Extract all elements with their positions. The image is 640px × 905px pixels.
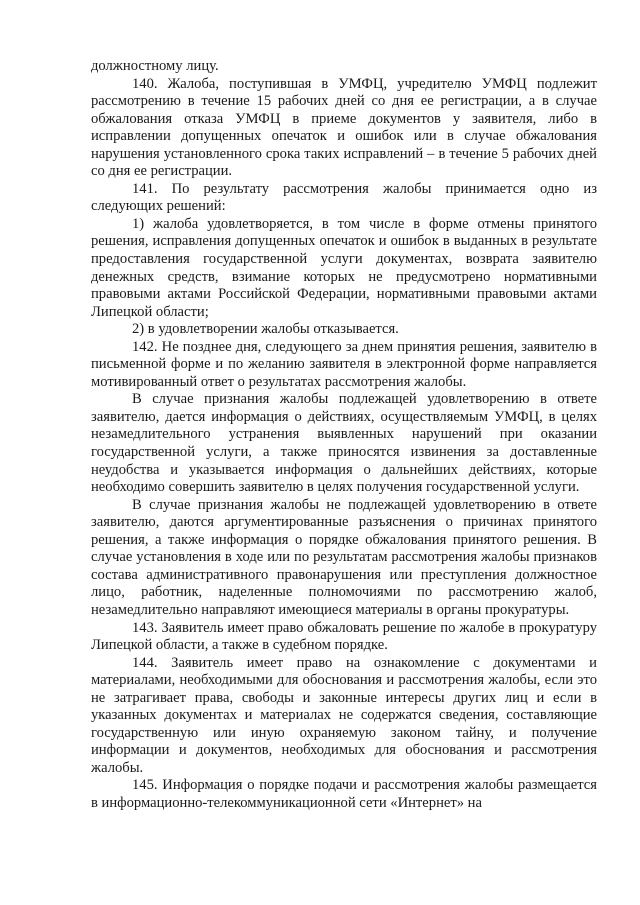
document-page <box>91 58 597 813</box>
paragraph-141-item-2: 2) в удовлетворении жалобы отказывается. <box>132 321 399 338</box>
paragraph-142-rejected: В случае признания жалобы не подлежащей удовлетворению в ответе заявителю, даются аргументированные разъяснения о причинах принятого решения, а также информация о порядке обжалования принятого решения. В случае установления в ходе или по результатам рассмотрения жалобы признаков состава административного правонарушения или преступления должностное лицо, работник, наделенные полномочиями по рассмотрению жалоб, незамедлительно направляют имеющиеся материалы в органы прокуратуры. <box>91 496 597 618</box>
paragraph-143: 143. Заявитель имеет право обжаловать решение по жалобе в прокуратуру Липецкой области, а также в судебном порядке. <box>91 619 597 654</box>
paragraph-141-item-1: 1) жалоба удовлетворяется, в том числе в форме отмены принятого решения, исправления допущенных опечаток и ошибок в выданных в результате предоставления государственной услуги документах, возврата заявителю денежных средств, взимание которых не предусмотрено нормативными правовыми актами Российской Федерации, нормативными правовыми актами Липецкой области; <box>91 215 597 320</box>
paragraph-144: 144. Заявитель имеет право на ознакомление с документами и материалами, необходимыми для обоснования и рассмотрения жалобы, если это не затрагивает права, свободы и законные интересы других лиц и если в указанных документах и материалах не содержатся сведения, составляющие государственную или иную охраняемую законом тайну, и получение информации и документов, необходимых для обоснования и рассмотрения жалобы. <box>91 654 597 776</box>
paragraph-141: 141. По результату рассмотрения жалобы принимается одно из следующих решений: <box>91 180 597 215</box>
paragraph-continuation: должностному лицу. <box>91 58 219 74</box>
paragraph-140: 140. Жалоба, поступившая в УМФЦ, учредителю УМФЦ подлежит рассмотрению в течение 15 рабочих дней со дня ее регистрации, а в случае обжалования отказа УМФЦ в приеме документов у заявителя, либо в исправлении допущенных опечаток и ошибок или в случае обжалования нарушения установленного срока таких исправлений – в течение 5 рабочих дней со дня ее регистрации. <box>91 75 597 180</box>
paragraph-145: 145. Информация о порядке подачи и рассмотрения жалобы размещается в информационно-телекоммуникационной сети «Интернет» на <box>91 777 597 811</box>
paragraph-142: 142. Не позднее дня, следующего за днем принятия решения, заявителю в письменной форме и по желанию заявителя в электронной форме направляется мотивированный ответ о результатах рассмотрения жалобы. <box>91 338 597 390</box>
paragraph-142-satisfied: В случае признания жалобы подлежащей удовлетворению в ответе заявителю, дается информация о действиях, осуществляемым УМФЦ, в целях незамедлительного устранения выявленных нарушений при оказании государственной услуги, а также приносятся извинения за доставленные неудобства и указывается информация о дальнейших действиях, которые необходимо совершить заявителю в целях получения государственной услуги. <box>91 391 597 496</box>
